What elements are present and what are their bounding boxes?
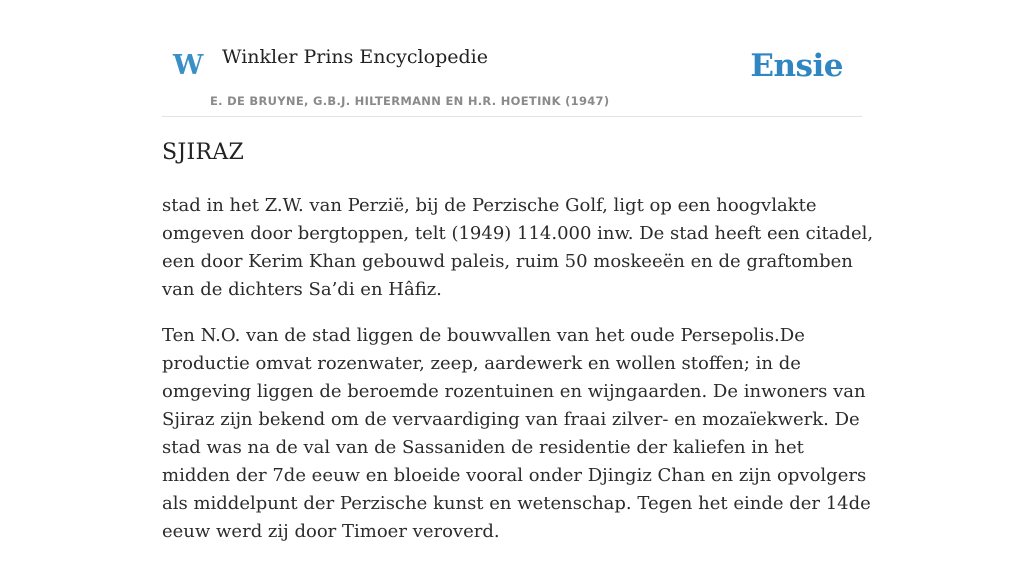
source-authors: E. DE BRUYNE, G.B.J. HILTERMANN EN H.R. HOETINK (1947)	[210, 94, 610, 108]
entry-paragraph: stad in het Z.W. van Perzië, bij de Perzische Golf, ligt op een hoogvlakte omgeven door bergtoppen, telt (1949) 114.000 inw. De stad heeft een citadel, een door Kerim Khan gebouwd paleis, ruim 50 moskeeën en de graftomben van de dichters Sa’di en Hâfiz.	[162, 195, 874, 300]
entry-paragraph: Ten N.O. van de stad liggen de bouwvallen van het oude Persepolis.De productie omvat rozenwater, zeep, aardewerk en wollen stoffen; in de omgeving liggen de beroemde rozentuinen en wijngaarden. De inwoners van Sjiraz zijn bekend om de vervaardiging van fraai zilver- en mozaïekwerk. De stad was na de val van de Sassaniden de residentie der kaliefen in het midden der 7de eeuw en bloeide vooral onder Djingiz Chan en zijn opvolgers als middelpunt der Perzische kunst en wetenschap. Tegen het einde der 14de eeuw werd zij door Timoer veroverd.	[162, 325, 871, 542]
entry-body	[162, 192, 874, 564]
source-header	[162, 0, 862, 117]
winkler-prins-logo[interactable]: W	[173, 50, 204, 81]
entry-title: SJIRAZ	[162, 140, 245, 165]
source-title[interactable]: Winkler Prins Encyclopedie	[222, 46, 488, 68]
ensie-logo[interactable]: Ensie	[750, 48, 843, 84]
